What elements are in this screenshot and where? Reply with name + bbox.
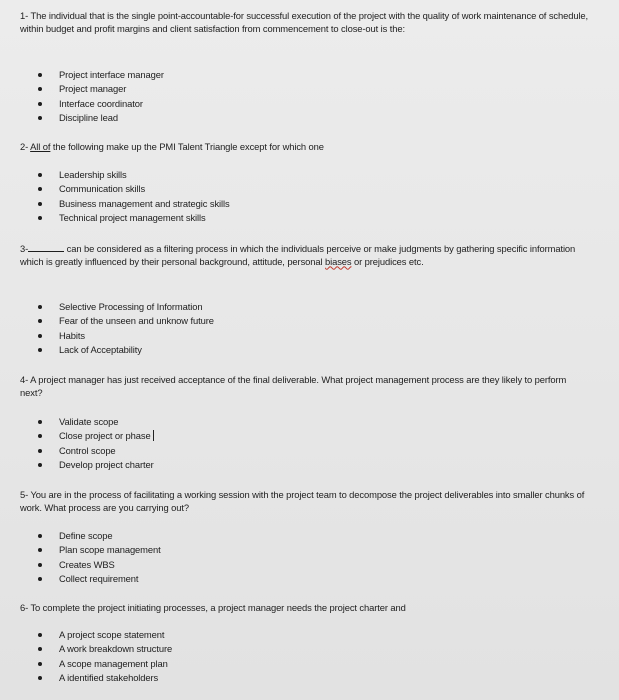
bullet-icon (38, 116, 42, 120)
bullet-icon (38, 563, 42, 567)
bullet-icon (38, 449, 42, 453)
option[interactable]: A identified stakeholders (38, 671, 172, 685)
bullet-icon (38, 647, 42, 651)
bullet-icon (38, 102, 42, 106)
option[interactable]: Discipline lead (38, 111, 164, 125)
option[interactable]: Define scope (38, 529, 161, 543)
answer-blank[interactable] (28, 243, 64, 252)
bullet-icon (38, 662, 42, 666)
question-1: 1- The individual that is the single point-accountable-for successful execution of the project with the quality of work maintenance of schedule, within budget and profit margins and client satisfaction from commencement to close-out is the: (20, 10, 589, 34)
option[interactable]: Habits (38, 329, 214, 343)
option[interactable]: Control scope (38, 444, 154, 458)
question-3: 3- can be considered as a filtering process in which the individuals perceive or make judgments by gathering specific information which is greatly influenced by their personal background, attitude, personal biases or prejudices etc. (20, 243, 576, 267)
option[interactable]: Communication skills (38, 182, 230, 196)
question-5-options (38, 529, 161, 587)
bullet-icon (38, 187, 42, 191)
option[interactable]: Plan scope management (38, 543, 161, 557)
option[interactable]: Business management and strategic skills (38, 197, 230, 211)
option[interactable]: Lack of Acceptability (38, 343, 214, 357)
question-4: 4- A project manager has just received acceptance of the final deliverable. What project management process are they likely to perform next? (20, 374, 567, 398)
question-2-options (38, 168, 230, 226)
bullet-icon (38, 534, 42, 538)
question-5: 5- You are in the process of facilitating a working session with the project team to decompose the project deliverables into smaller chunks of work. What process are you carrying out? (20, 489, 585, 513)
bullet-icon (38, 202, 42, 206)
option[interactable]: Project manager (38, 82, 164, 96)
bullet-icon (38, 463, 42, 467)
option[interactable]: Close project or phase (38, 429, 154, 443)
option[interactable]: Creates WBS (38, 558, 161, 572)
option[interactable]: A scope management plan (38, 657, 172, 671)
option[interactable]: A work breakdown structure (38, 642, 172, 656)
bullet-icon (38, 420, 42, 424)
bullet-icon (38, 87, 42, 91)
bullet-icon (38, 577, 42, 581)
bullet-icon (38, 73, 42, 77)
bullet-icon (38, 216, 42, 220)
option[interactable]: Fear of the unseen and unknow future (38, 314, 214, 328)
bullet-icon (38, 676, 42, 680)
bullet-icon (38, 548, 42, 552)
option[interactable]: Technical project management skills (38, 211, 230, 225)
question-6-options (38, 628, 172, 686)
option[interactable]: Leadership skills (38, 168, 230, 182)
option[interactable]: Develop project charter (38, 458, 154, 472)
bullet-icon (38, 305, 42, 309)
option[interactable]: Interface coordinator (38, 97, 164, 111)
bullet-icon (38, 434, 42, 438)
bullet-icon (38, 173, 42, 177)
bullet-icon (38, 633, 42, 637)
option[interactable]: Project interface manager (38, 68, 164, 82)
bullet-icon (38, 319, 42, 323)
option[interactable]: Selective Processing of Information (38, 300, 214, 314)
option[interactable]: Collect requirement (38, 572, 161, 586)
text-cursor (153, 430, 154, 441)
option[interactable]: Validate scope (38, 415, 154, 429)
question-2: 2- All of the following make up the PMI Talent Triangle except for which one (20, 141, 324, 152)
question-4-options (38, 415, 154, 473)
bullet-icon (38, 348, 42, 352)
spellcheck-flagged-word: biases (325, 255, 352, 267)
option[interactable]: A project scope statement (38, 628, 172, 642)
question-6: 6- To complete the project initiating processes, a project manager needs the project charter and (20, 602, 406, 613)
question-3-options (38, 300, 214, 358)
question-1-options (38, 68, 164, 126)
bullet-icon (38, 334, 42, 338)
